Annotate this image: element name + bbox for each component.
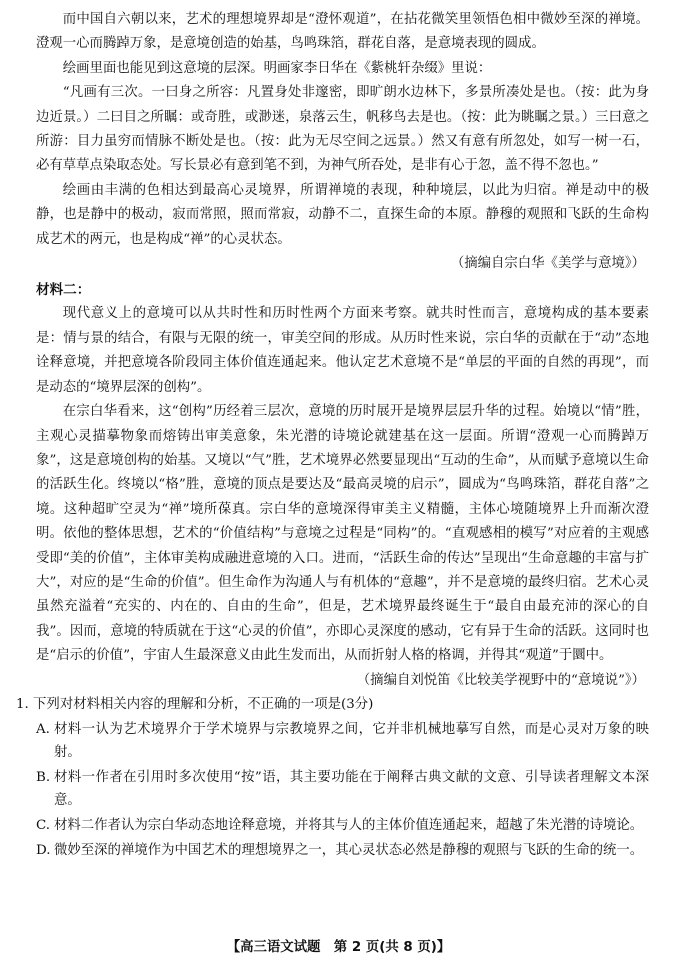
- material1-source: （摘编自宗白华《美学与意境》）: [450, 256, 645, 272]
- option-c-text: 材料二作者认为宗白华动态地诠释意境，并将其与人的主体价值连通起来，超越了朱光潜的诗境论。: [54, 817, 644, 833]
- option-c: [36, 814, 649, 837]
- material1-paragraph-1: 而中国自六朝以来，艺术的理想境界却是“澄怀观道”，在拈花微笑里领悟色相中微妙至深的禅境。澄观一心而腾踔万象，是意境创造的始基，鸟鸣珠箔，群花自落，是意境表现的圆成。: [36, 12, 649, 52]
- option-d-letter: D.: [36, 842, 51, 858]
- material-one: [36, 8, 649, 276]
- option-b-letter: B.: [36, 769, 51, 785]
- question-1: [16, 693, 649, 862]
- material1-paragraph-2: 绘画里面也能见到这意境的层深。明画家李日华在《紫桃轩杂缀》里说：: [62, 60, 492, 76]
- material2-paragraph-2: 在宗白华看来，这“创构”历经着三层次，意境的历时展开是境界层层升华的过程。始境以“情”胜，主观心灵描摹物象而熔铸出审美意象，朱光潜的诗境论就建基在这一层面。所谓“澄观一心而腾踔万象”，这是意境创构的始基。又境以“气”胜，艺术境界必然要显现出“互动的生命”，从而赋予意境以生命的活跃生化。终境以“格”胜，意境的顶点是要达及“最高灵境的启示”，圆成为“鸟鸣珠箔，群花自落”之境。这种超旷空灵为“禅”境所葆真。宗白华的意境深得审美主义精髓，主体心境随境界上升而渐次澄明。依他的整体思想，艺术的“价值结构”与意境之过程是“同构”的。“直观感相的模写”对应着的主观感受即“美的价值”，主体审美构成融进意境的入口。进而，“活跃生命的传达”呈现出“生命意趣的丰富与扩大”，对应的是“生命的价值”。但生命作为沟通人与有机体的“意趣”，并不是意境的最终归宿。艺术心灵虽然充溢着“充实的、内在的、自由的生命”，但是，艺术境界最终诞生于“最自由最充沛的深心的自我”。因而，意境的特质就在于这“心灵的价值”，亦即心灵深度的感动，它有异于生命的活跃。这同时也是“启示的价值”，宇宙人生最深意义由此生发而出，从而折射人格的格调，并得其“观道”于圜中。: [36, 404, 649, 664]
- material1-paragraph-4: 绘画由丰满的色相达到最高心灵境界，所谓禅境的表现，种种境层，以此为归宿。禅是动中的极静，也是静中的极动，寂而常照，照而常寂，动静不二，直探生命的本原。静穆的观照和飞跃的生命构成艺术的两元，也是构成“禅”的心灵状态。: [36, 182, 649, 247]
- page-footer: 【高三语文试题 第 2 页(共 8 页)】: [226, 940, 451, 955]
- option-b: [36, 766, 649, 812]
- material2-paragraph-1: 现代意义上的意境可以从共时性和历时性两个方面来考察。就共时性而言，意境构成的基本要素是：情与景的结合，有限与无限的统一，审美空间的形成。从历时性来说，宗白华的贡献在于“动”态地诠释意境，并把意境各阶段同主体价值连通起来。他认定艺术意境不是“单层的平面的自然的再现”，而是动态的“境界层深的创构”。: [36, 306, 649, 395]
- question-1-stem: 1. 下列对材料相关内容的理解和分析，不正确的一项是(3分): [16, 696, 374, 712]
- material2-source: （摘编自刘悦笛《比较美学视野中的“意境说”》）: [356, 672, 645, 688]
- option-d: [36, 839, 649, 862]
- option-a-text: 材料一认为艺术境界介于学术境界与宗教境界之间，它并非机械地摹写自然，而是心灵对万象的映射。: [54, 721, 649, 760]
- material-two: [36, 278, 649, 693]
- option-b-text: 材料一作者在引用时多次使用“按”语，其主要功能在于阐释古典文献的文意、引导读者理解文本深意。: [54, 769, 649, 808]
- material1-quotation: “凡画有三次。一曰身之所容：凡置身处非邃密，即旷朗水边林下，多景所凑处是也。（按：此为身边近景。）二曰目之所瞩：或奇胜，或渺迷，泉落云生，帆移鸟去是也。（按：此为眺瞩之景。）三曰意之所游：目力虽穷而情脉不断处是也。（按：此为无尽空间之远景。）然又有意有所忽处，如写一树一石，必有草草点染取态处。写长景必有意到笔不到，为神气所吞处，是非有心于忽，盖不得不忽也。”: [36, 85, 649, 174]
- material2-heading: 材料二：: [36, 282, 91, 299]
- option-a-letter: A.: [36, 721, 50, 737]
- option-c-letter: C.: [36, 817, 51, 833]
- option-d-text: 微妙至深的禅境作为中国艺术的理想境界之一，其心灵状态必然是静穆的观照与飞跃的生命的统一。: [54, 842, 644, 858]
- option-a: [36, 718, 649, 764]
